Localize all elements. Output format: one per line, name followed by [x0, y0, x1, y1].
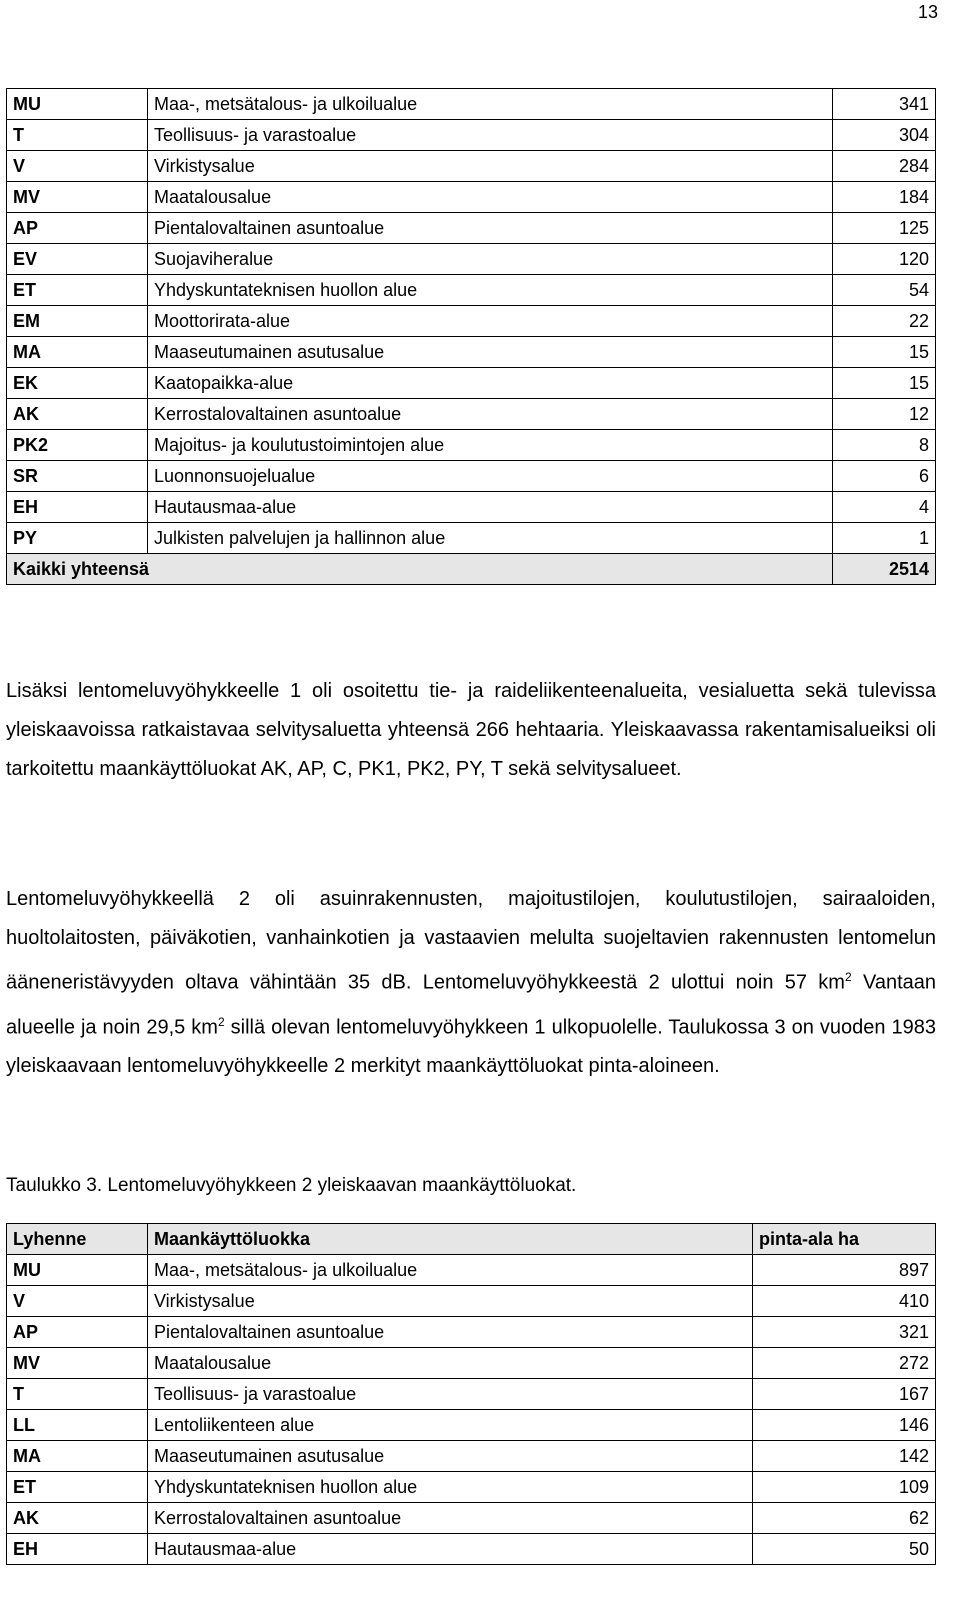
land-use-area: 15	[833, 337, 936, 368]
table-row	[7, 151, 936, 182]
land-use-area: 146	[753, 1410, 936, 1441]
land-use-name: Maatalousalue	[148, 182, 833, 213]
land-use-code: EH	[7, 492, 148, 523]
land-use-area: 15	[833, 368, 936, 399]
column-header-area: pinta-ala ha	[753, 1224, 936, 1255]
table-row	[7, 1255, 936, 1286]
land-use-name: Virkistysalue	[148, 151, 833, 182]
land-use-area: 8	[833, 430, 936, 461]
land-use-name: Kaatopaikka-alue	[148, 368, 833, 399]
land-use-code: AP	[7, 213, 148, 244]
table-header-row	[7, 1224, 936, 1255]
table-row	[7, 523, 936, 554]
table-row	[7, 1503, 936, 1534]
land-use-code: EH	[7, 1534, 148, 1565]
land-use-code: MU	[7, 89, 148, 120]
land-use-name: Pientalovaltainen asuntoalue	[148, 1317, 753, 1348]
total-row	[7, 554, 936, 585]
land-use-code: V	[7, 1286, 148, 1317]
land-use-name: Yhdyskuntateknisen huollon alue	[148, 275, 833, 306]
land-use-code: PY	[7, 523, 148, 554]
table-row	[7, 1379, 936, 1410]
paragraph-text: sillä olevan lentomeluvyöhykkeen 1 ulkopuolelle. Taulukossa 3 on vuoden 1983 yleiskaavaan lentomeluvyöhykkeelle 2 merkityt maankäyttöluokat pinta-aloineen.	[6, 1016, 936, 1078]
land-use-area: 897	[753, 1255, 936, 1286]
table-row	[7, 399, 936, 430]
land-use-code: ET	[7, 275, 148, 306]
superscript: 2	[844, 970, 852, 984]
land-use-code: ET	[7, 1472, 148, 1503]
table-row	[7, 213, 936, 244]
land-use-area: 4	[833, 492, 936, 523]
table-row	[7, 182, 936, 213]
land-use-code: EK	[7, 368, 148, 399]
paragraph-zone2	[6, 880, 936, 1086]
land-use-area: 50	[753, 1534, 936, 1565]
land-use-area: 62	[753, 1503, 936, 1534]
land-use-code: AK	[7, 399, 148, 430]
land-use-area: 142	[753, 1441, 936, 1472]
table-row	[7, 89, 936, 120]
land-use-area: 341	[833, 89, 936, 120]
table-row	[7, 1441, 936, 1472]
land-use-area: 6	[833, 461, 936, 492]
land-use-name: Maaseutumainen asutusalue	[148, 337, 833, 368]
land-use-code: T	[7, 120, 148, 151]
table-row	[7, 461, 936, 492]
land-use-name: Kerrostalovaltainen asuntoalue	[148, 399, 833, 430]
total-value: 2514	[833, 554, 936, 585]
land-use-name: Teollisuus- ja varastoalue	[148, 1379, 753, 1410]
paragraph-text: Vantaan alueelle ja noin 29,5 km	[6, 971, 936, 1039]
page-number: 13	[917, 2, 938, 22]
land-use-table-zone2	[6, 1223, 936, 1565]
land-use-name: Teollisuus- ja varastoalue	[148, 120, 833, 151]
land-use-name: Suojaviheralue	[148, 244, 833, 275]
land-use-name: Maa-, metsätalous- ja ulkoilualue	[148, 89, 833, 120]
land-use-code: T	[7, 1379, 148, 1410]
land-use-area: 184	[833, 182, 936, 213]
land-use-name: Pientalovaltainen asuntoalue	[148, 213, 833, 244]
land-use-code: MU	[7, 1255, 148, 1286]
land-use-code: MV	[7, 1348, 148, 1379]
land-use-code: AK	[7, 1503, 148, 1534]
land-use-name: Maa-, metsätalous- ja ulkoilualue	[148, 1255, 753, 1286]
land-use-code: LL	[7, 1410, 148, 1441]
land-use-code: V	[7, 151, 148, 182]
land-use-area: 410	[753, 1286, 936, 1317]
land-use-area: 125	[833, 213, 936, 244]
land-use-name: Luonnonsuojelualue	[148, 461, 833, 492]
table-row	[7, 1348, 936, 1379]
land-use-code: EM	[7, 306, 148, 337]
land-use-area: 12	[833, 399, 936, 430]
land-use-area: 120	[833, 244, 936, 275]
table3-caption: Taulukko 3. Lentomeluvyöhykkeen 2 yleiskaavan maankäyttöluokat.	[6, 1175, 577, 1196]
table-row	[7, 492, 936, 523]
column-header-code: Lyhenne	[7, 1224, 148, 1255]
table-row	[7, 1534, 936, 1565]
land-use-name: Majoitus- ja koulutustoimintojen alue	[148, 430, 833, 461]
table-row	[7, 1286, 936, 1317]
paragraph-text: Lentomeluvyöhykkeellä 2 oli asuinrakennusten, majoitustilojen, koulutustilojen, sairaaloiden, huoltolaitosten, päiväkotien, vanhainkotien ja vastaavien melulta suojeltavien rakennusten lentomelun ääneneristävyyden oltava vähintään 35 dB. Lentomeluvyöhykkeestä 2 ulottui noin 57 km	[6, 888, 936, 994]
land-use-name: Kerrostalovaltainen asuntoalue	[148, 1503, 753, 1534]
land-use-area: 22	[833, 306, 936, 337]
total-label: Kaikki yhteensä	[7, 554, 833, 585]
table-row	[7, 275, 936, 306]
table-row	[7, 1317, 936, 1348]
land-use-area: 1	[833, 523, 936, 554]
paragraph-zone1-note: Lisäksi lentomeluvyöhykkeelle 1 oli osoitettu tie- ja raideliikenteenalueita, vesialuetta sekä tulevissa yleiskaavoissa ratkaistavaa selvitysaluetta yhteensä 266 hehtaaria. Yleiskaavassa rakentamisalueiksi oli tarkoitettu maankäyttöluokat AK, AP, C, PK1, PK2, PY, T sekä selvitysalueet.	[6, 680, 936, 780]
land-use-code: EV	[7, 244, 148, 275]
land-use-name: Moottorirata-alue	[148, 306, 833, 337]
table-row	[7, 1410, 936, 1441]
land-use-name: Maaseutumainen asutusalue	[148, 1441, 753, 1472]
land-use-area: 272	[753, 1348, 936, 1379]
land-use-area: 284	[833, 151, 936, 182]
land-use-area: 109	[753, 1472, 936, 1503]
land-use-code: AP	[7, 1317, 148, 1348]
table-row	[7, 430, 936, 461]
land-use-area: 54	[833, 275, 936, 306]
land-use-area: 304	[833, 120, 936, 151]
table-row	[7, 1472, 936, 1503]
table-row	[7, 337, 936, 368]
land-use-code: PK2	[7, 430, 148, 461]
land-use-name: Julkisten palvelujen ja hallinnon alue	[148, 523, 833, 554]
table-row	[7, 120, 936, 151]
land-use-code: MA	[7, 337, 148, 368]
table-row	[7, 244, 936, 275]
land-use-name: Lentoliikenteen alue	[148, 1410, 753, 1441]
land-use-name: Maatalousalue	[148, 1348, 753, 1379]
table-row	[7, 306, 936, 337]
superscript: 2	[217, 1014, 225, 1029]
land-use-name: Hautausmaa-alue	[148, 492, 833, 523]
land-use-area: 167	[753, 1379, 936, 1410]
land-use-code: MA	[7, 1441, 148, 1472]
land-use-name: Yhdyskuntateknisen huollon alue	[148, 1472, 753, 1503]
land-use-code: MV	[7, 182, 148, 213]
land-use-area: 321	[753, 1317, 936, 1348]
column-header-class: Maankäyttöluokka	[148, 1224, 753, 1255]
land-use-table-zone1	[6, 88, 936, 585]
land-use-code: SR	[7, 461, 148, 492]
land-use-name: Hautausmaa-alue	[148, 1534, 753, 1565]
table-row	[7, 368, 936, 399]
land-use-name: Virkistysalue	[148, 1286, 753, 1317]
